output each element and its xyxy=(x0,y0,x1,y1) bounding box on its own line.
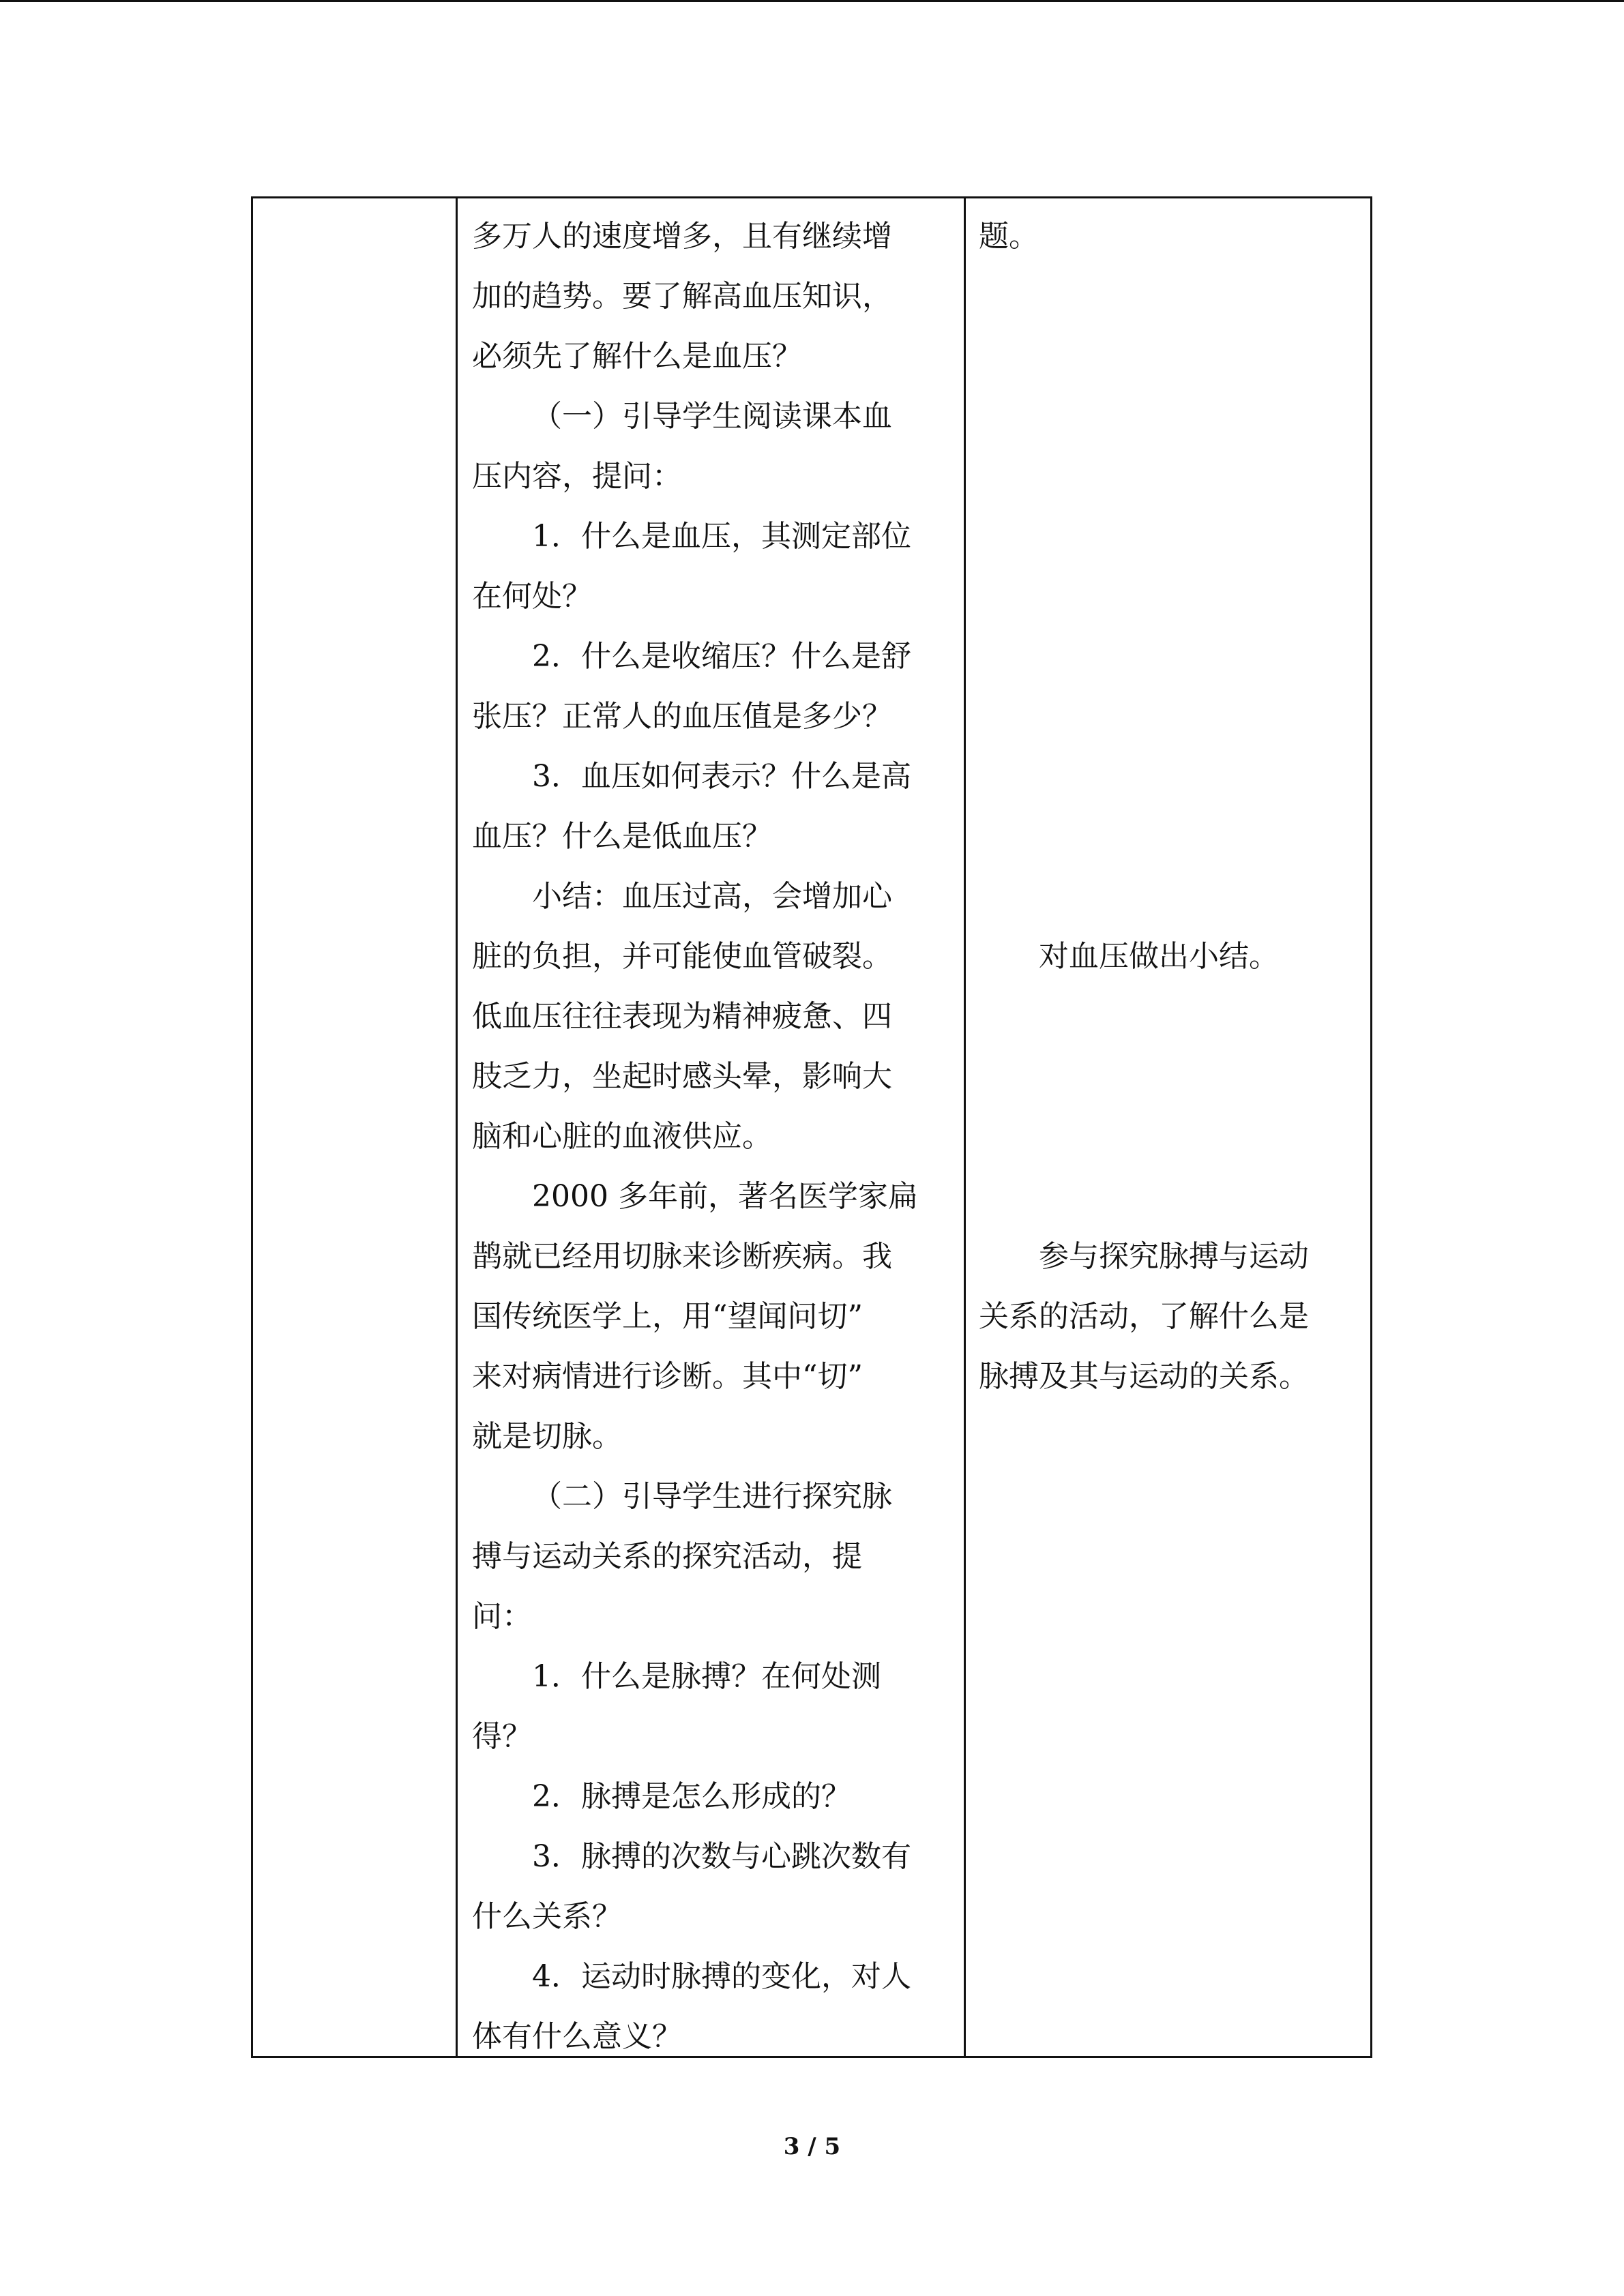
page-top-border xyxy=(0,0,1624,2)
text-line: 多万人的速度增多，且有继续增 xyxy=(472,219,892,254)
text-line: 压内容，提问： xyxy=(472,459,682,494)
text-line: 什么关系？ xyxy=(472,1899,622,1934)
text-line: 血压？什么是低血压？ xyxy=(472,819,772,854)
text-line: 搏与运动关系的探究活动，提 xyxy=(472,1539,862,1574)
text-line: （二）引导学生进行探究脉 xyxy=(532,1479,892,1514)
text-line: 小结：血压过高，会增加心 xyxy=(532,879,892,914)
text-line: 1．什么是血压，其测定部位 xyxy=(532,519,911,554)
text-line: 就是切脉。 xyxy=(472,1419,622,1454)
text-line: 得？ xyxy=(472,1719,532,1754)
text-line: 国传统医学上，用“望闻问切” xyxy=(472,1299,863,1334)
text-line: 脏的负担，并可能使血管破裂。 xyxy=(472,939,892,974)
column-divider-1 xyxy=(456,198,458,2056)
text-line: （一）引导学生阅读课本血 xyxy=(532,399,892,434)
text-line: 3．脉搏的次数与心跳次数有 xyxy=(532,1839,911,1874)
column-divider-2 xyxy=(964,198,966,2056)
page-number: 3 / 5 xyxy=(783,2133,841,2160)
text-line: 2．脉搏是怎么形成的？ xyxy=(532,1779,851,1814)
text-line: 肢乏力，坐起时感头晕，影响大 xyxy=(472,1059,892,1094)
text-line: 在何处？ xyxy=(472,579,592,614)
text-line: 2．什么是收缩压？什么是舒 xyxy=(532,639,911,674)
text-line: 参与探究脉搏与运动 xyxy=(1039,1239,1309,1274)
text-line: 2000 多年前，著名医学家扁 xyxy=(532,1179,918,1214)
text-line: 关系的活动，了解什么是 xyxy=(979,1299,1309,1334)
text-line: 脑和心脏的血液供应。 xyxy=(472,1119,772,1154)
text-line: 对血压做出小结。 xyxy=(1039,939,1279,974)
text-line: 加的趋势。要了解高血压知识， xyxy=(472,279,892,314)
text-line: 1．什么是脉搏？在何处测 xyxy=(532,1659,881,1694)
text-line: 低血压往往表现为精神疲惫、四 xyxy=(472,999,892,1034)
text-line: 张压？正常人的血压值是多少？ xyxy=(472,699,892,734)
text-line: 3．血压如何表示？什么是高 xyxy=(532,759,911,794)
text-line: 来对病情进行诊断。其中“切” xyxy=(472,1359,863,1394)
text-line: 必须先了解什么是血压？ xyxy=(472,339,802,374)
text-line: 4．运动时脉搏的变化，对人 xyxy=(532,1959,911,1994)
text-line: 鹊就已经用切脉来诊断疾病。我 xyxy=(472,1239,892,1274)
teacher-activity-column xyxy=(472,207,949,2067)
text-line: 体有什么意义？ xyxy=(472,2019,682,2054)
text-line: 问： xyxy=(472,1599,532,1634)
student-activity-column xyxy=(979,207,1361,1407)
lesson-table xyxy=(251,196,1372,2058)
text-line: 题。 xyxy=(979,219,1039,254)
text-line: 脉搏及其与运动的关系。 xyxy=(979,1359,1309,1394)
